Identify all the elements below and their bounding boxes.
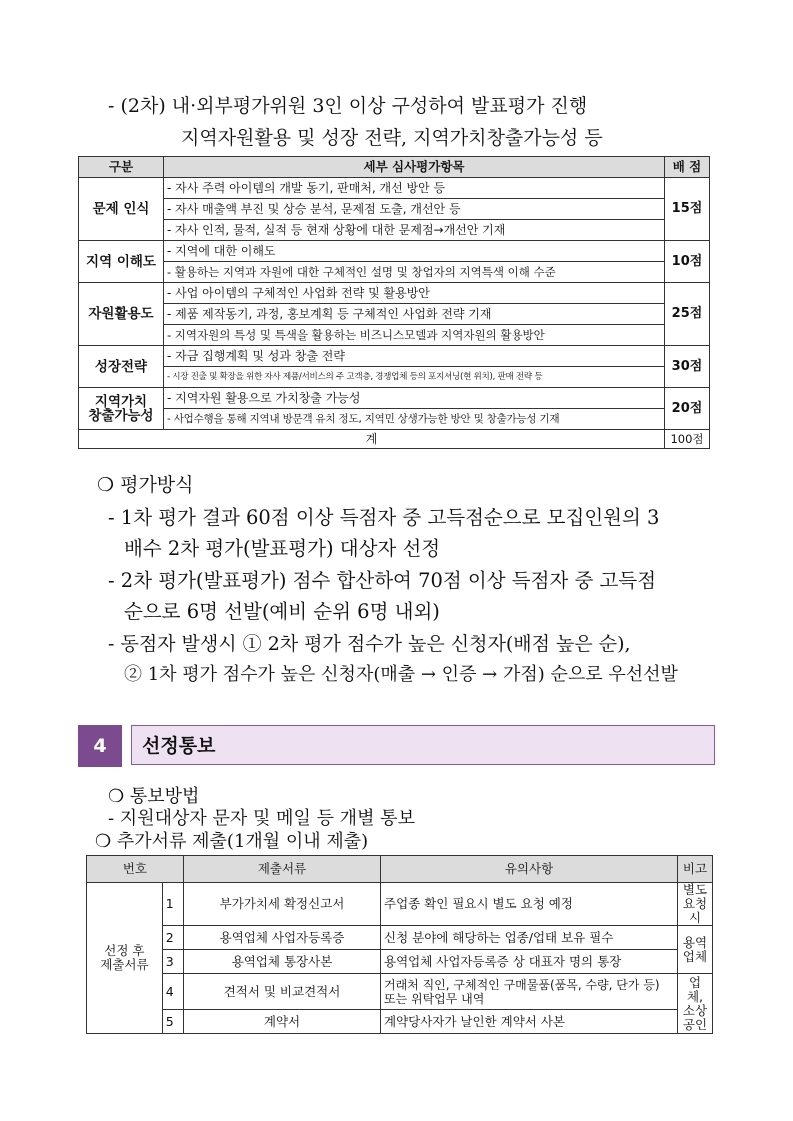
criterion-item: - 자사 인적, 물적, 실적 등 현재 상황에 대한 문제점→개선안 기재 xyxy=(164,220,665,241)
method-title: 평가방식 xyxy=(120,474,194,496)
remark-cell xyxy=(678,926,713,974)
remark-line-2: 요청시 xyxy=(682,896,708,925)
criterion-item: - 활용하는 지역과 자원에 대한 구체적인 설명 및 창업자의 지역특색 이해 수준 xyxy=(164,262,665,283)
criterion-item: - 자사 주력 아이템의 개발 동기, 판매처, 개선 방안 등 xyxy=(164,178,665,199)
header-items: 세부 심사평가항목 xyxy=(164,157,665,178)
score-cell: 10점 xyxy=(665,241,710,283)
circle-bullet-icon: ❍ xyxy=(95,831,112,852)
method-heading xyxy=(97,473,194,497)
table-row xyxy=(87,883,713,926)
document-note xyxy=(381,974,678,1010)
table-row xyxy=(79,409,710,430)
table-row xyxy=(79,241,710,262)
method-line-1: - 1차 평가 결과 60점 이상 득점자 중 고득점순으로 모집인원의 3 xyxy=(108,506,660,529)
note-line-1: 거래처 직인, 구체적인 구매물품(품목, 수량, 단가 등) xyxy=(384,977,660,992)
method-line-5: - 동점자 발생시 ① 2차 평가 점수가 높은 신청자(배점 높은 순), xyxy=(108,633,631,655)
remark-line-2: 소상공인 xyxy=(682,1002,708,1032)
method-line-6: ② 1차 평가 점수가 높은 신청자(매출 → 인증 → 가점) 순으로 우선선발 xyxy=(124,664,678,685)
intro-line-2: 지역자원활용 및 성장 전략, 지역가치창출가능성 등 xyxy=(181,127,603,149)
method-line-4: 순으로 6명 선발(예비 순위 6명 내외) xyxy=(124,600,440,623)
header-doc: 제출서류 xyxy=(184,856,381,883)
row-number: 3 xyxy=(162,950,183,974)
document-note: 용역업체 사업자등록증 상 대표자 명의 통장 xyxy=(381,950,678,974)
documents-table xyxy=(86,855,713,1034)
table-row xyxy=(79,262,710,283)
criterion-item: - 자금 집행계획 및 성과 창출 전략 xyxy=(164,346,665,367)
category-cell: 지역 이해도 xyxy=(79,241,164,283)
document-note: 주업종 확인 필요시 별도 요청 예정 xyxy=(381,883,678,926)
total-label: 계 xyxy=(79,430,665,449)
remark-cell xyxy=(678,883,713,926)
table-row xyxy=(79,178,710,199)
group-line-2: 제출서류 xyxy=(100,957,149,972)
header-no: 번호 xyxy=(87,856,184,883)
section-title: 선정통보 xyxy=(131,725,715,765)
header-note: 유의사항 xyxy=(381,856,678,883)
category-cell xyxy=(79,388,164,430)
circle-bullet-icon: ❍ xyxy=(97,474,115,496)
table-row xyxy=(87,926,713,950)
notice-heading xyxy=(108,785,199,809)
category-cell: 자원활용도 xyxy=(79,283,164,346)
method-line-3: - 2차 평가(발표평가) 점수 합산하여 70점 이상 득점자 중 고득점 xyxy=(108,569,657,592)
note-line-2: 또는 위탁업무 내역 xyxy=(384,991,485,1006)
group-line-1: 선정 후 xyxy=(104,943,145,958)
circle-bullet-icon: ❍ xyxy=(108,786,125,807)
score-cell: 25점 xyxy=(665,283,710,346)
table-header-row xyxy=(79,157,710,178)
table-row xyxy=(87,1010,713,1034)
table-row xyxy=(79,325,710,346)
criterion-item: - 사업수행을 통해 지역내 방문객 유치 정도, 지역민 상생가능한 방안 및 창출가능성 기재 xyxy=(164,409,665,430)
total-score: 100점 xyxy=(665,430,710,449)
table-row xyxy=(79,199,710,220)
table-row xyxy=(79,304,710,325)
criterion-item: - 자사 매출액 부진 및 상승 분석, 문제점 도출, 개선안 등 xyxy=(164,199,665,220)
section-number-badge: 4 xyxy=(78,725,122,767)
row-number: 2 xyxy=(162,926,183,950)
table-row xyxy=(87,974,713,1010)
document-name: 견적서 및 비교견적서 xyxy=(184,974,381,1010)
criterion-item: - 지역자원 활용으로 가치창출 가능성 xyxy=(164,388,665,409)
remark-line-1: 업체, xyxy=(686,974,704,1004)
document-note: 계약당사자가 날인한 계약서 사본 xyxy=(381,1010,678,1034)
row-number: 5 xyxy=(162,1010,183,1034)
remark-line-1: 용역 xyxy=(682,934,708,950)
evaluation-criteria-table xyxy=(78,156,710,449)
table-row xyxy=(79,283,710,304)
criterion-item: - 시장 진출 및 확장을 위한 자사 제품/서비스의 주 고객층, 경쟁업체 등의 포지셔닝(현 위치), 판매 전략 등 xyxy=(164,367,665,388)
criterion-item: - 제품 제작동기, 과정, 홍보계획 등 구체적인 사업화 전략 기재 xyxy=(164,304,665,325)
header-remark: 비고 xyxy=(678,856,713,883)
table-row xyxy=(79,220,710,241)
header-score: 배 점 xyxy=(665,157,710,178)
group-cell xyxy=(87,883,163,1034)
document-name: 부가가치세 확정신고서 xyxy=(184,883,381,926)
document-name: 용역업체 통장사본 xyxy=(184,950,381,974)
row-number: 1 xyxy=(162,883,183,926)
notice-title: 통보방법 xyxy=(129,786,200,807)
criterion-item: - 지역에 대한 이해도 xyxy=(164,241,665,262)
total-row xyxy=(79,430,710,449)
score-cell: 20점 xyxy=(665,388,710,430)
document-name: 용역업체 사업자등록증 xyxy=(184,926,381,950)
category-line-2: 창출가능성 xyxy=(88,407,154,424)
category-cell: 성장전략 xyxy=(79,346,164,388)
document-name: 계약서 xyxy=(184,1010,381,1034)
document-note: 신청 분야에 해당하는 업종/업태 보유 필수 xyxy=(381,926,678,950)
score-cell: 30점 xyxy=(665,346,710,388)
docs-heading xyxy=(95,830,368,854)
criterion-item: - 지역자원의 특성 및 특색을 활용하는 비즈니스모델과 지역자원의 활용방안 xyxy=(164,325,665,346)
score-cell: 15점 xyxy=(665,178,710,241)
table-row xyxy=(79,367,710,388)
table-row xyxy=(79,388,710,409)
docs-title: 추가서류 제출(1개월 이내 제출) xyxy=(116,831,369,852)
remark-line-1: 별도 xyxy=(682,882,708,897)
row-number: 4 xyxy=(162,974,183,1010)
criterion-item: - 사업 아이템의 구체적인 사업화 전략 및 활용방안 xyxy=(164,283,665,304)
intro-line-1: - (2차) 내·외부평가위원 3인 이상 구성하여 발표평가 진행 xyxy=(108,95,588,117)
remark-cell xyxy=(678,974,713,1034)
category-cell: 문제 인식 xyxy=(79,178,164,241)
table-header-row xyxy=(87,856,713,883)
notice-line: - 지원대상자 문자 및 메일 등 개별 통보 xyxy=(108,808,415,829)
method-line-2: 배수 2차 평가(발표평가) 대상자 선정 xyxy=(124,537,441,560)
table-row xyxy=(79,346,710,367)
remark-line-2: 업체 xyxy=(682,948,708,964)
header-category: 구분 xyxy=(79,157,164,178)
category-line-1: 지역가치 xyxy=(94,393,148,410)
table-row xyxy=(87,950,713,974)
